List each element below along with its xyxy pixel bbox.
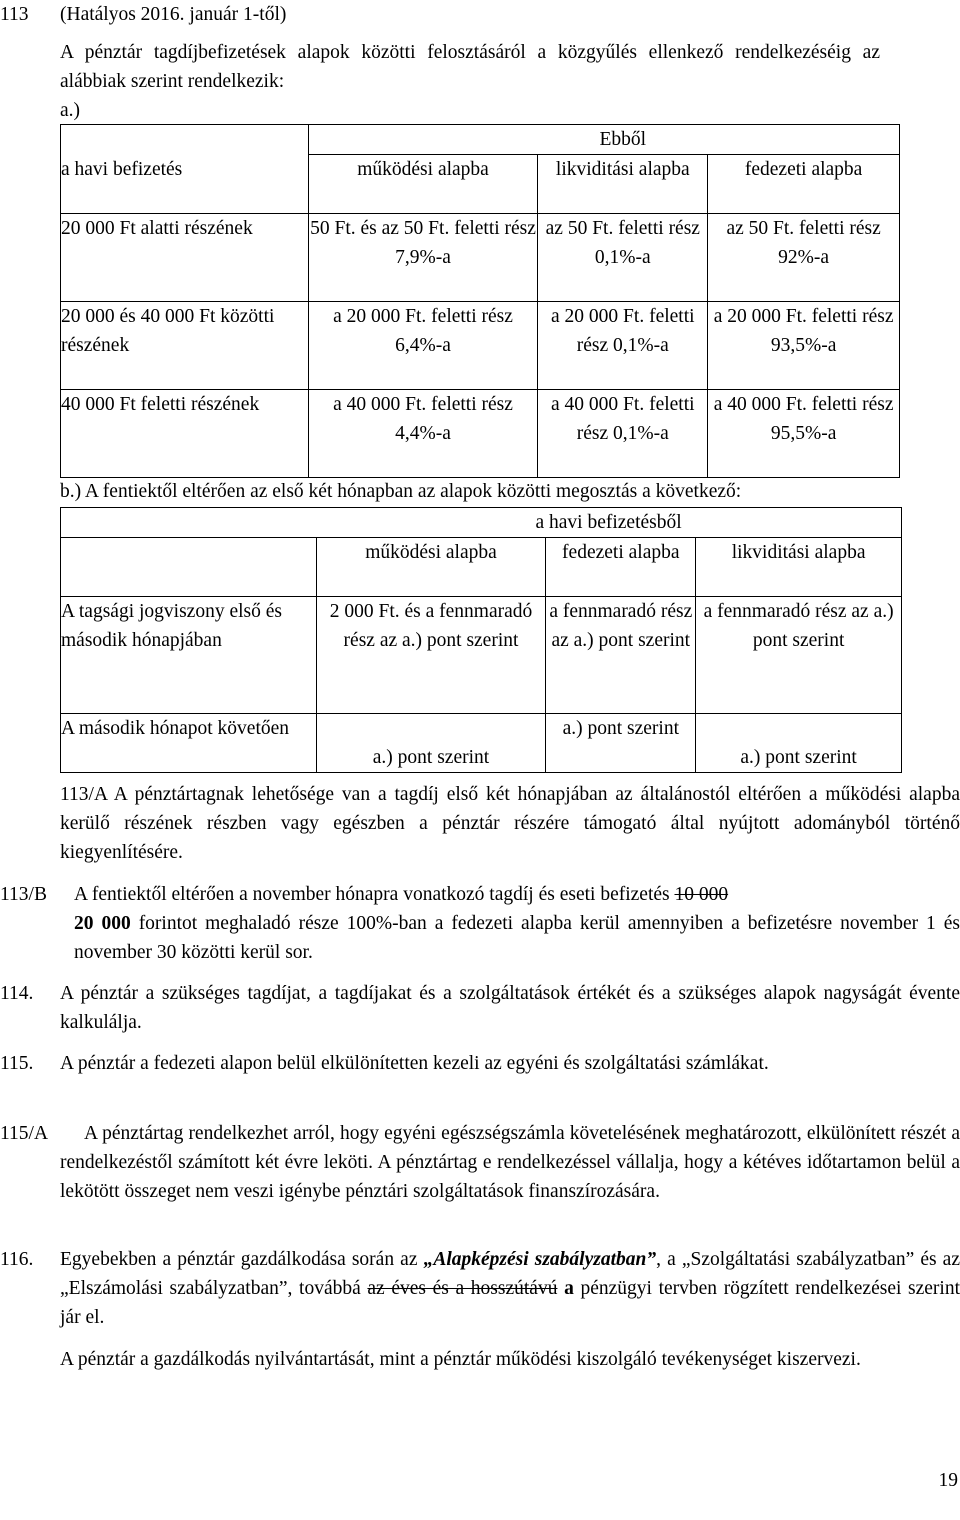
table-row bbox=[61, 214, 900, 302]
paragraph-113b: A fentiektől eltérően a november hónapra vonatkozó tagdíj és eseti befizetés 10 000 20 000 forintot meghaladó része 100%-ban a fedezeti alapba kerül amennyiben a befizetésre november 1 és november 30 közötti kerül sor. bbox=[74, 884, 960, 963]
table-row bbox=[61, 714, 902, 773]
header-likviditasi: likviditási alapba bbox=[696, 538, 902, 597]
paragraph-115: A pénztár a fedezeti alapon belül elkülönítetten kezeli az egyéni és szolgáltatási számlákat. bbox=[60, 1053, 769, 1074]
row-label: A második hónapot követően bbox=[61, 714, 317, 773]
paragraph-113b-number: 113/B bbox=[0, 884, 47, 905]
header-mukodesi: működési alapba bbox=[316, 538, 546, 597]
allocation-table-b bbox=[60, 507, 902, 773]
cell-fedezeti: az 50 Ft. feletti rész 92%-a bbox=[708, 214, 900, 302]
paragraph-116: Egyebekben a pénztár gazdálkodása során az „Alapképzési szabályzatban”, a „Szolgáltatási szabályzatban” és az „Elszámolási szabályzatban”, továbbá az éves és a hosszútávú a pénzügyi tervben rögzített rendelkezései szerint jár el. bbox=[60, 1249, 960, 1328]
paragraph-113a: 113/A A pénztártagnak lehetősége van a tagdíj első két hónapjában az általánostól eltérően a működési alapba kerülő részének részben vagy egészben a pénztár részére támogató által nyújtott adományból történő kiegyenlítésére. bbox=[60, 784, 960, 863]
paragraph-115a-number: 115/A bbox=[0, 1123, 49, 1144]
paragraph-114-number: 114. bbox=[0, 983, 34, 1004]
table-row bbox=[61, 302, 900, 390]
cell-likviditasi: az 50 Ft. feletti rész 0,1%-a bbox=[538, 214, 708, 302]
header-ebbol: Ebből bbox=[538, 125, 708, 155]
cell-likviditasi: a fennmaradó rész az a.) pont szerint bbox=[696, 597, 902, 714]
cell-likviditasi: a 40 000 Ft. feletti rész 0,1%-a bbox=[538, 390, 708, 478]
paragraph-115-number: 115. bbox=[0, 1053, 34, 1074]
allocation-table-a bbox=[60, 124, 900, 478]
cell-fedezeti: a 20 000 Ft. feletti rész 93,5%-a bbox=[708, 302, 900, 390]
paragraph-116-number: 116. bbox=[0, 1249, 34, 1270]
cell-mukodesi: a 40 000 Ft. feletti rész 4,4%-a bbox=[308, 390, 538, 478]
table-row bbox=[61, 597, 902, 714]
cell-fedezeti: a fennmaradó rész az a.) pont szerint bbox=[546, 597, 696, 714]
cell-fedezeti: a 40 000 Ft. feletti rész 95,5%-a bbox=[708, 390, 900, 478]
row-label: A tagsági jogviszony első és második hónapjában bbox=[61, 597, 317, 714]
cell-mukodesi: a 20 000 Ft. feletti rész 6,4%-a bbox=[308, 302, 538, 390]
struck-text: az éves és a hosszútávú bbox=[367, 1278, 558, 1299]
cell-mukodesi: 2 000 Ft. és a fennmaradó rész az a.) pont szerint bbox=[316, 597, 546, 714]
intro-paragraph: A pénztár tagdíjbefizetések alapok közötti felosztásáról a közgyűlés ellenkező rendelkezéséig az alábbiak szerint rendelkezik: bbox=[60, 42, 880, 92]
header-havi-befizetesbol: a havi befizetésből bbox=[316, 508, 901, 538]
header-havi: a havi befizetés bbox=[61, 125, 309, 214]
page-number: 19 bbox=[938, 1470, 958, 1491]
subsection-a-label: a.) bbox=[60, 100, 81, 121]
header-mukodesi: működési alapba bbox=[308, 155, 538, 214]
subsection-b-intro: b.) A fentiektől eltérően az első két hónapban az alapok közötti megosztás a következő: bbox=[60, 481, 742, 502]
cell-mukodesi: a.) pont szerint bbox=[316, 714, 546, 773]
cell-likviditasi: a.) pont szerint bbox=[696, 714, 902, 773]
table-header-row bbox=[61, 508, 902, 538]
header-fedezeti: fedezeti alapba bbox=[708, 155, 900, 214]
row-label: 40 000 Ft feletti részének bbox=[61, 390, 309, 478]
table-subheader-row bbox=[61, 538, 902, 597]
section-number: 113 bbox=[0, 4, 29, 25]
new-amount: 20 000 bbox=[74, 913, 131, 934]
table-row bbox=[61, 390, 900, 478]
cell-fedezeti: a.) pont szerint bbox=[546, 714, 696, 773]
row-label: 20 000 és 40 000 Ft közötti részének bbox=[61, 302, 309, 390]
paragraph-114: A pénztár a szükséges tagdíjat, a tagdíjakat és a szolgáltatások értékét és a szükséges alapok nagyságát évente kalkulálja. bbox=[60, 983, 960, 1033]
effective-date: (Hatályos 2016. január 1-től) bbox=[60, 4, 287, 25]
alapkepzesi-szabalyzat: „Alapképzési szabályzatban” bbox=[423, 1249, 657, 1270]
cell-mukodesi: 50 Ft. és az 50 Ft. feletti rész 7,9%-a bbox=[308, 214, 538, 302]
header-fedezeti: fedezeti alapba bbox=[546, 538, 696, 597]
header-likviditasi: likviditási alapba bbox=[538, 155, 708, 214]
cell-likviditasi: a 20 000 Ft. feletti rész 0,1%-a bbox=[538, 302, 708, 390]
paragraph-outsourcing: A pénztár a gazdálkodás nyilvántartását, mint a pénztár működési kiszolgáló tevékenységet kiszervezi. bbox=[60, 1349, 861, 1370]
table-header-row bbox=[61, 125, 900, 155]
struck-amount: 10 000 bbox=[674, 884, 729, 905]
paragraph-115a: A pénztártag rendelkezhet arról, hogy egyéni egészségszámla követelésének meghatározott, elkülönített részét a rendelkezéstől számított két évre leköti. A pénztártag e rendelkezéssel vállalja, hogy a kétéves időtartamon belül a lekötött összeget nem veszi igénybe pénztári szolgáltatások finanszírozására. bbox=[60, 1123, 960, 1202]
row-label: 20 000 Ft alatti részének bbox=[61, 214, 309, 302]
